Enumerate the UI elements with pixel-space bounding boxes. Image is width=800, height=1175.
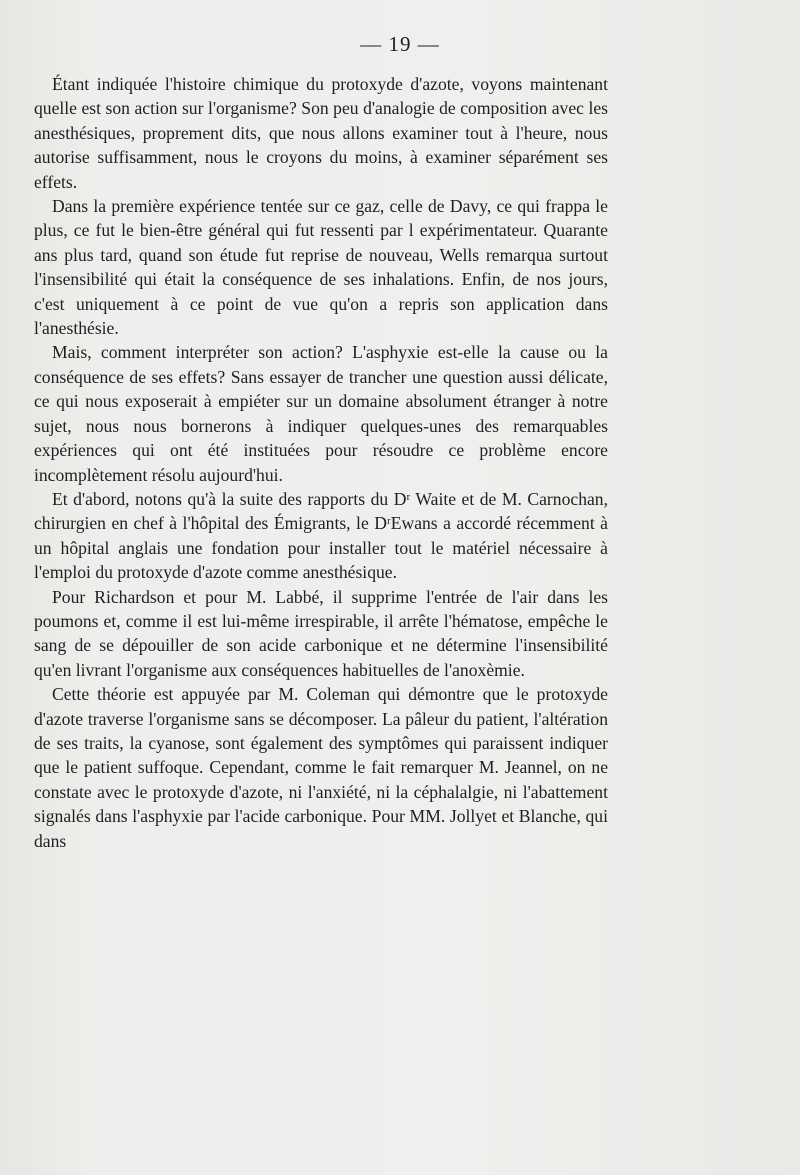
paragraph-1: Étant indiquée l'histoire chimique du protoxyde d'azote, voyons maintenant quelle est son action sur l'organisme? Son peu d'analogie de composition avec les anesthésiques, proprement dits, que nous allons examiner tout à l'heure, nous autorise suffisamment, nous le croyons du moins, à examiner séparément ses effets. xyxy=(34,74,608,192)
page-number: — 19 — xyxy=(360,32,440,56)
paragraph-3: Mais, comment interpréter son action? L'asphyxie est-elle la cause ou la conséquence de ses effets? Sans essayer de trancher une question aussi délicate, ce qui nous exposerait à empiéter sur un domaine absolument étranger à notre sujet, nous nous bornerons à indiquer quelques-unes des remarquables expériences qui ont été instituées pour résoudre ce problème encore incomplètement résolu aujourd'hui. xyxy=(34,342,608,485)
paragraph-2: Dans la première expérience tentée sur ce gaz, celle de Davy, ce qui frappa le plus, ce fut le bien-être général qui fut ressenti par l expérimentateur. Quarante ans plus tard, quand son étude fut reprise de nouveau, Wells remarqua surtout l'insensibilité qui était la conséquence de ses inhalations. Enfin, de nos jours, c'est uniquement à ce point de vue qu'on a repris son application dans l'anesthésie. xyxy=(34,196,608,339)
paragraph-5: Pour Richardson et pour M. Labbé, il supprime l'entrée de l'air dans les poumons et, comme il est lui-même irrespirable, il arrête l'hématose, empêche le sang de se dépouiller de son acide carbonique et ne détermine l'insensibilité qu'en livrant l'organisme aux conséquences habituelles de l'anoxèmie. xyxy=(34,586,608,680)
body-text xyxy=(34,72,608,853)
paragraph-4: Et d'abord, notons qu'à la suite des rapports du Dʳ Waite et de M. Carnochan, chirurgien en chef à l'hôpital des Émigrants, le DʳEwans a accordé récemment à un hôpital anglais une fondation pour installer tout le matériel nécessaire à l'emploi du protoxyde d'azote comme anesthésique. xyxy=(34,488,608,583)
paragraph-6: Cette théorie est appuyée par M. Coleman qui démontre que le protoxyde d'azote traverse l'organisme sans se décomposer. La pâleur du patient, l'altération de ses traits, la cyanose, sont également des symptômes qui paraissent indiquer que le patient suffoque. Cependant, comme le fait remarquer M. Jeannel, on ne constate avec le protoxyde d'azote, ni l'anxiété, ni la céphalalgie, ni l'abattement signalés dans l'asphyxie par l'acide carbonique. Pour MM. Jollyet et Blanche, qui dans xyxy=(34,684,608,851)
